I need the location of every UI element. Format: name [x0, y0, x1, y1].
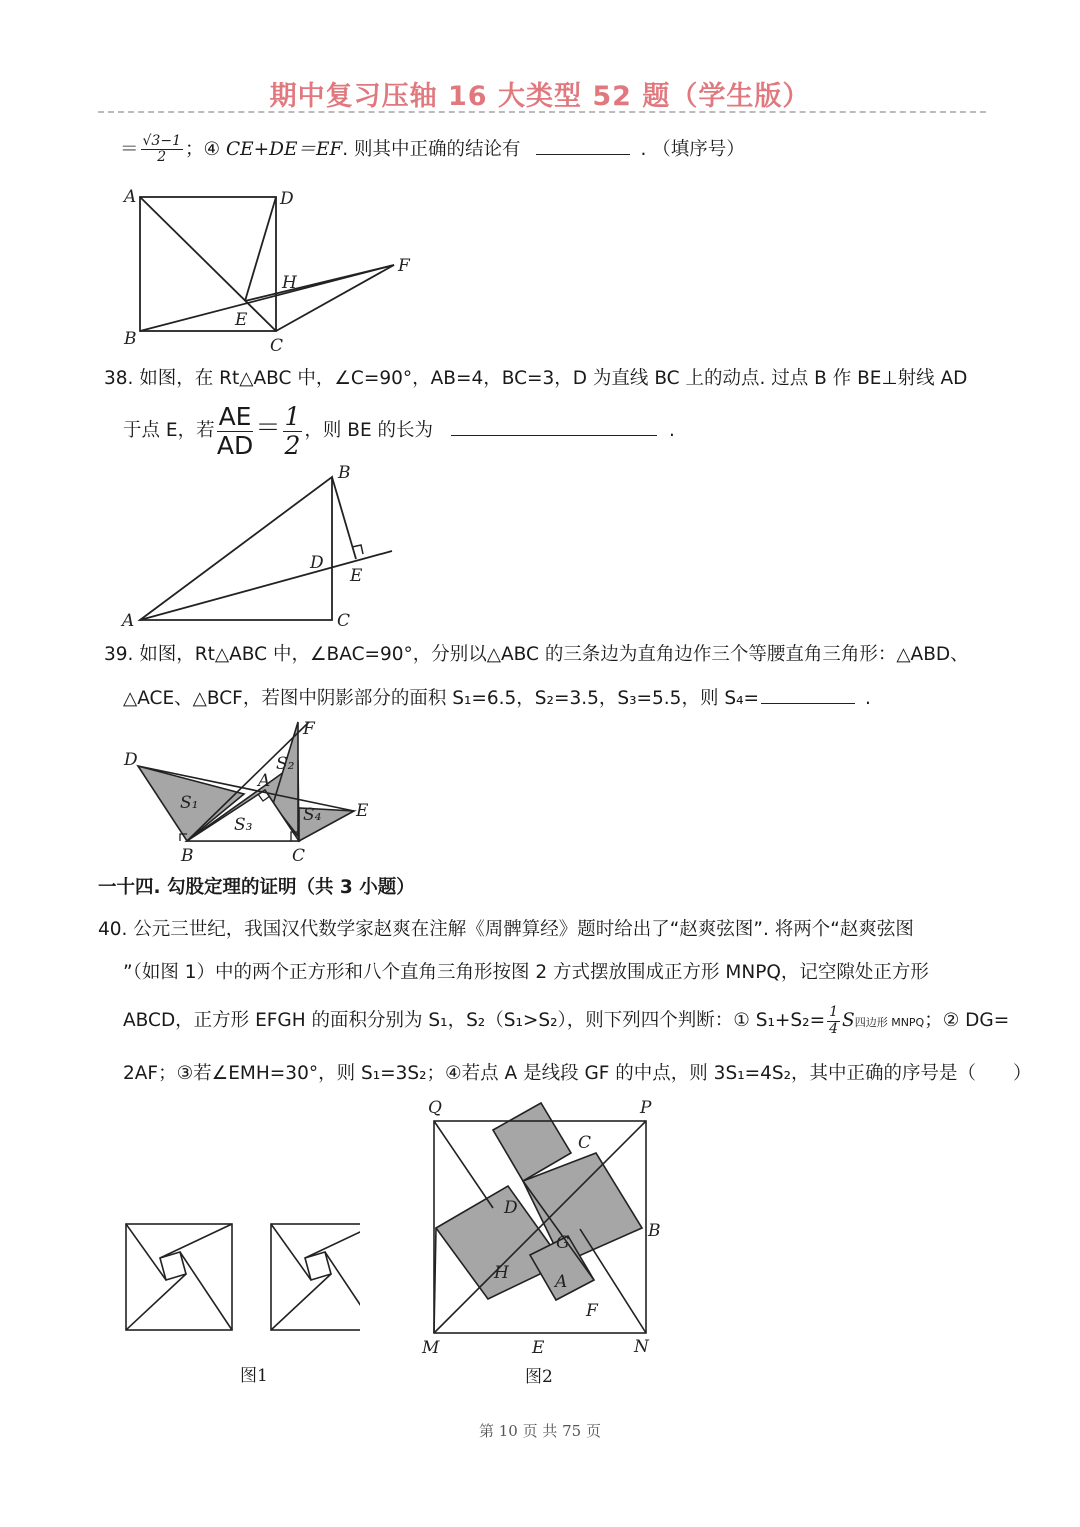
q38-label-e: E [350, 566, 363, 586]
q37-eq-sign: ＝ [120, 138, 139, 160]
q37-item4-expr: CE+DE＝EF [225, 138, 343, 160]
q38-label-a: A [122, 611, 135, 631]
q39-label-a: A [258, 771, 271, 791]
header-divider [98, 111, 986, 113]
q38-line2 [123, 398, 675, 461]
q40-label-m: M [422, 1338, 440, 1358]
q40-label-h: H [494, 1263, 509, 1283]
q38-label-d: D [310, 553, 324, 573]
q38-label-c: C [337, 611, 351, 631]
q37-label-d: D [280, 189, 294, 209]
q40-label-n: N [634, 1337, 649, 1357]
page-title: 期中复习压轴 16 大类型 52 题（学生版） [269, 81, 811, 112]
q40-line1: 40. 公元三世纪，我国汉代数学家赵爽在注解《周髀算经》题时给出了“赵爽弦图”. 将两个“赵爽弦图 [98, 919, 914, 940]
q40-label-c: C [578, 1133, 592, 1153]
section-14-heading: 一十四. 勾股定理的证明（共 3 小题） [98, 877, 415, 898]
q40-label-d: D [504, 1198, 518, 1218]
q39-label-s1: S₁ [180, 793, 199, 813]
q39-label-c: C [292, 846, 306, 866]
q37-tail: . 则其中正确的结论有 [342, 138, 521, 160]
q39-label-s2: S₂ [276, 754, 295, 774]
q37-line-ef [245, 265, 394, 301]
q39-label-s3: S₃ [234, 815, 253, 835]
q37-label-b: B [124, 329, 137, 349]
q39-label-b: B [181, 846, 194, 866]
q38-frac2-den: 2 [284, 430, 301, 460]
q37-frac-num: √3−1 [142, 133, 181, 149]
q39-label-f: F [303, 719, 315, 739]
q40-label-q: Q [428, 1098, 442, 1118]
q37-label-h: H [282, 273, 297, 293]
q40-frac-num: 1 [829, 1004, 839, 1021]
q40-label-a: A [555, 1272, 568, 1292]
q38-answer-blank[interactable] [451, 417, 657, 436]
q37-frac-den: 2 [157, 149, 167, 166]
q40-frac-den: 4 [829, 1020, 839, 1037]
q40-label-f: F [586, 1301, 598, 1321]
q38-fraction-ae-ad [217, 403, 254, 459]
q40-figure1 [120, 1218, 360, 1338]
q38-figure [118, 460, 408, 632]
q38-line1: 38. 如图，在 Rt△ABC 中，∠C=90°，AB=4，BC=3，D 为直线 BC 上的动点. 过点 B 作 BE⊥射线 AD [104, 368, 968, 389]
q39-label-d: D [124, 750, 138, 770]
q38-fraction-half [283, 403, 303, 459]
q38-eq: ＝ [255, 413, 281, 442]
q39-line2 [123, 685, 871, 712]
q38-frac2-num: 1 [284, 402, 301, 431]
q38-line2-post: ，则 BE 的长为 [304, 420, 434, 441]
q39-answer-blank[interactable] [761, 685, 855, 704]
q40-label-p: P [640, 1098, 652, 1118]
q40-s-symbol: S [842, 1010, 855, 1031]
q37-label-a: A [124, 187, 137, 207]
q40-line3-pre: ABCD，正方形 EFGH 的面积分别为 S₁，S₂（S₁>S₂），则下列四个判断：① S₁+S₂= [123, 1010, 826, 1031]
q40-label-e: E [532, 1338, 545, 1358]
q37-label-f: F [398, 256, 410, 276]
q40-line4: 2AF；③若∠EMH=30°，则 S₁=3S₂；④若点 A 是线段 GF 的中点，则 3S₁=4S₂，其中正确的序号是（ ） [123, 1063, 1032, 1084]
q38-frac1-num: AE [218, 402, 252, 431]
q37-conclusion-line [120, 134, 745, 166]
q39-label-s4: S₄ [303, 805, 322, 825]
q40-line2: ”（如图 1）中的两个正方形和八个直角三角形按图 2 方式摆放围成正方形 MNPQ，记空隙处正方形 [123, 962, 929, 983]
q40-quarter-fraction [827, 1005, 840, 1037]
q37-item4: ；④ [184, 138, 226, 160]
q40-fig1-square-right [271, 1224, 360, 1330]
q39-figure [118, 716, 378, 866]
q39-line1: 39. 如图，Rt△ABC 中，∠BAC=90°，分别以△ABC 的三条边为直角边作三个等腰直角三角形：△ABD、 [104, 644, 969, 665]
q37-label-e: E [235, 310, 248, 330]
q40-s-subscript: 四边形 MNPQ [854, 1016, 925, 1029]
q39-line2-pre: △ACE、△BCF，若图中阴影部分的面积 S₁=6.5，S₂=3.5，S₃=5.5，则 S₄= [123, 688, 759, 709]
q38-line2-end: . [668, 420, 675, 441]
q40-line3-post: ；② DG= [924, 1010, 1010, 1031]
q37-end: . （填序号） [640, 138, 745, 160]
q37-figure [118, 185, 428, 355]
q39-line2-end: . [864, 688, 871, 709]
q37-line-de [245, 197, 276, 301]
q38-frac1-den: AD [216, 430, 254, 460]
q37-label-c: C [270, 336, 284, 355]
q40-fig1-caption: 图1 [240, 1366, 268, 1386]
q40-figure2 [418, 1096, 678, 1361]
q38-triangle-abc [140, 477, 332, 620]
q40-label-g: G [556, 1233, 570, 1253]
q39-label-e: E [356, 801, 369, 821]
q38-line2-pre: 于点 E，若 [123, 420, 215, 441]
q40-fig2-caption: 图2 [525, 1367, 553, 1387]
q40-line3 [123, 997, 1009, 1047]
q40-label-b: B [648, 1221, 661, 1241]
q37-fraction [141, 134, 183, 166]
q37-answer-blank[interactable] [536, 136, 630, 155]
page-footer: 第 10 页 共 75 页 [478, 1422, 601, 1440]
q38-label-b: B [338, 463, 351, 483]
